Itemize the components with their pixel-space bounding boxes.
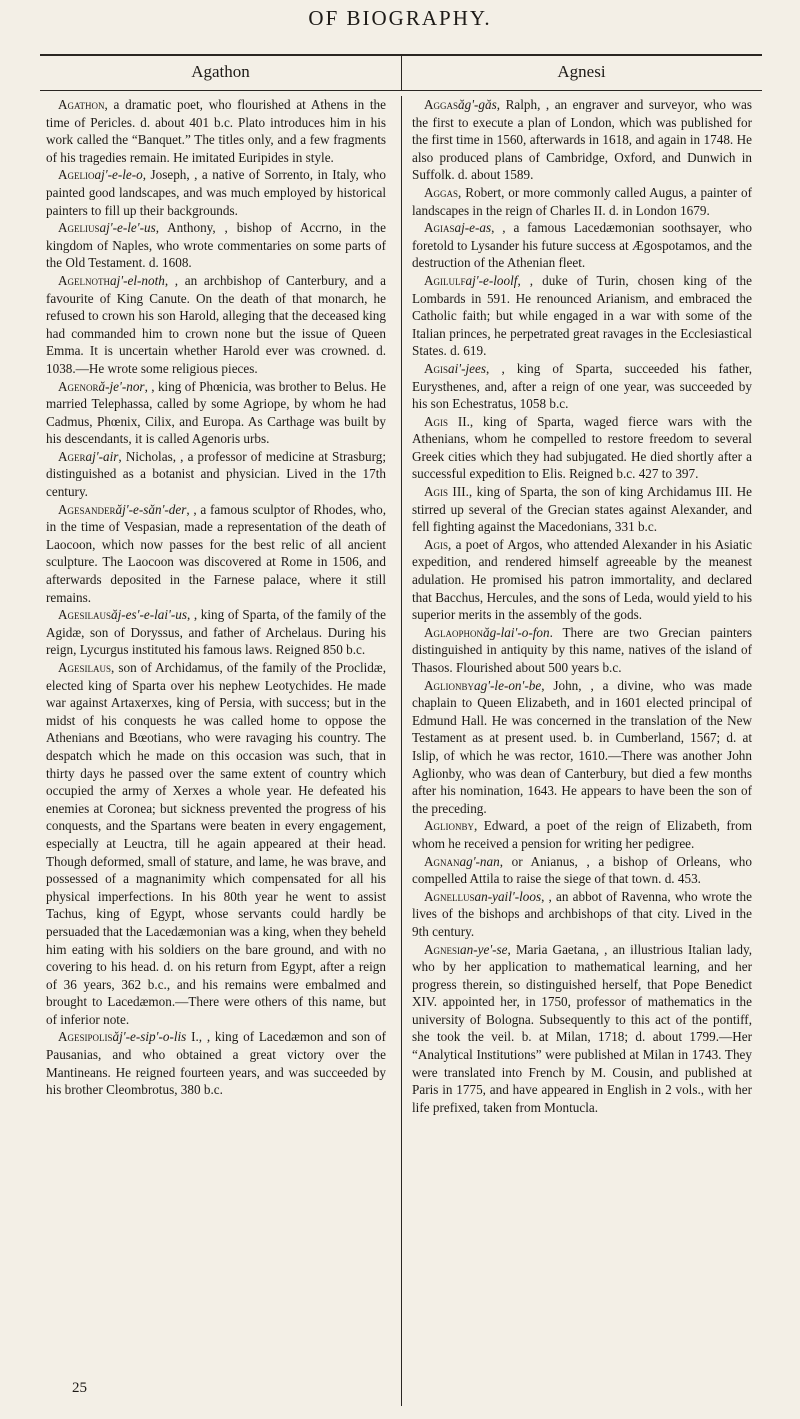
biography-entry — [46, 501, 386, 607]
entry-name: Agesander — [58, 501, 116, 517]
entry-pronunciation: ăg-lai'-o-fon — [483, 624, 550, 640]
biography-entry — [46, 96, 386, 166]
entry-text: , or Anianus, , a bishop of Orleans, who compelled Attila to raise the siege of that town. d. 453. — [412, 853, 752, 887]
biography-entry — [412, 96, 752, 184]
entry-text: , , king of Sparta, of the family of the Agidæ, son of Doryssus, and father of Archelaus. During his reign, Lycurgus instituted his famous laws. Reigned 850 b.c. — [46, 607, 386, 658]
biography-entry — [412, 360, 752, 413]
right-column — [412, 96, 752, 1371]
entry-name: Aglionby — [424, 818, 475, 834]
entry-name: Agelnoth — [58, 272, 111, 288]
biography-entry — [46, 272, 386, 378]
entry-text: , , duke of Turin, chosen king of the Lombards in 591. He renounced Arianism, and embraced the Catholic faith; but while engaged in a war with some of the Italian princes, he perpetrated great ravages in the Ecclesiastical States. d. 619. — [412, 272, 752, 359]
entry-text: , , a famous sculptor of Rhodes, who, in the time of Vespasian, made a representation of the death of Laocoon, which now passes for the best relic of all ancient sculpture. The Laocoon was discovered at Rome in 1506, and afterwards deposited in the Farnese palace, where it still remains. — [46, 501, 386, 605]
entry-text: , Maria Gaetana, , an illustrious Italian lady, who by her application to mathematical learning, and her progress therein, so distinguished herself, that Pope Benedict XIV. appointed her, in 1750, professor of mathematics in the university of Bologna. Subsequently to this act of the pontiff, she took the veil. b. at Milan, 1718; d. about 1799.—Her “Analytical Institutions” were published at Milan in 1743. They were translated into French by M. Cousin, and published at Paris in 1775, and have appeared in English in 2 vols., with her life prefixed, taken from Montucla. — [412, 941, 752, 1115]
entry-name: Agnan — [424, 853, 460, 869]
entry-name: Agelio — [58, 167, 95, 183]
entry-pronunciation: aj'-el-noth — [110, 272, 165, 288]
entry-pronunciation: ăj'-e-sip'-o-lis — [112, 1029, 187, 1045]
entry-pronunciation: an-ye'-se — [460, 941, 508, 957]
entry-text: , , king of Phœnicia, was brother to Belus. He married Telephassa, called by some Agriope, by whom he had Cadmus, Phœnix, Cilix, and Europa. As Carthage was built by his descendants, it is called Agenoris urbs. — [46, 378, 386, 447]
entry-pronunciation: aj-e-as — [454, 220, 492, 236]
entry-text: I., , king of Lacedæmon and son of Pausanias, and who obtained a great victory over the Mantineans. He reigned fourteen years, and was succeeded by his brother Cleombrotus, 380 b.c. — [46, 1029, 386, 1098]
entry-name: Aggas — [424, 184, 459, 200]
entry-text: , , king of Sparta, succeeded his father, Eurysthenes, and, after a reign of one year, was succeeded by his son Echestratus, 1058 b.c. — [412, 360, 752, 412]
entry-name: Agelius — [58, 220, 100, 236]
entry-text: , a poet of Argos, who attended Alexander in his Asiatic expedition, and rendered himself agreeable by the meanest adulation. He promised his patron immortality, and declared that Bacchus, Hercules, and the sons of Leda, would yield to his superior merits in the assembly of the gods. — [412, 536, 752, 623]
entry-text: . There are two Grecian painters distinguished in antiquity by this name, natives of the island of Thasos. Flourished about 500 years b.c. — [412, 624, 752, 675]
entry-text: , John, , a divine, who was made chaplain to Queen Elizabeth, and in 1601 elected principal of Edmund Hall. He was concerned in the translation of the New Testament as at present used. b. in Cumberland, 1567; d. at Islip, of which he was rector, 1610.—There was another John Aglionby, who was dean of Canterbury, but died a few months after his nomination, 1643. He appears to have been the son of the preceding. — [412, 677, 752, 816]
column-heads — [40, 54, 762, 91]
entry-name: Agnesi — [424, 941, 461, 957]
entry-pronunciation: ăj'-e-săn'-der — [115, 501, 187, 517]
entry-name: Agesilaus — [58, 607, 112, 623]
entry-pronunciation: aj'-e-le'-us — [99, 220, 156, 236]
entry-pronunciation: ai'-jees — [448, 360, 487, 376]
biography-entry — [412, 624, 752, 677]
biography-entry — [46, 448, 386, 501]
left-column — [46, 96, 386, 1371]
biography-entry — [412, 677, 752, 818]
biography-entry — [412, 888, 752, 941]
right-column-head: Agnesi — [557, 62, 606, 81]
entry-name: Agathon — [58, 97, 105, 112]
entry-pronunciation: aj'-air — [85, 448, 119, 464]
biography-entry — [412, 184, 752, 219]
entry-text: , a dramatic poet, who flourished at Athens in the time of Pericles. d. about 401 b.c. Plato introduces him in his work called the “Banquet.” The titles only, and a few fragments of his tragedies remain. He imitated Euripides in style. — [46, 97, 386, 165]
biography-entry — [412, 941, 752, 1117]
biography-entry — [46, 1028, 386, 1098]
column-rule — [401, 96, 402, 1406]
entry-name: Agesilaus — [58, 660, 112, 675]
entry-text: , , an abbot of Ravenna, who wrote the lives of the bishops and archbishops of that city. Lived in the 9th century. — [412, 888, 752, 939]
biography-entry — [412, 536, 752, 624]
entry-text: , Joseph, , a native of Sorrento, in Italy, who painted good landscapes, and was much employed by historical painters to fill up their backgrounds. — [46, 167, 386, 218]
entry-pronunciation: ă-je'-nor — [98, 378, 145, 394]
page-number: 25 — [72, 1380, 87, 1396]
entry-pronunciation: aj'-e-le-o — [94, 167, 143, 183]
entry-text: , Robert, or more commonly called Augus, a painter of landscapes in the reign of Charles II. d. in London 1679. — [412, 184, 752, 218]
biography-entry — [412, 853, 752, 888]
biography-entry — [412, 272, 752, 360]
entry-pronunciation: an-yail'-loos — [474, 888, 542, 904]
biography-entry — [46, 659, 386, 1028]
entry-text: , son of Archidamus, of the family of the Proclidæ, elected king of Sparta over his nephew Leotychides. He made war against Artaxerxes, king of Persia, with success; but in the midst of his conquests he was called home to oppose the Athenians and Bœotians, who were ravaging his country. The despatch which he made on this occasion was such, that in thirty days he passed over the same extent of country which occupied the army of Xerxes a whole year. He defeated his enemies at Coronea; but sickness prevented the progress of his conquests, and the Spartans were beaten in every engagement, especially at Leuctra, till he again appeared at their head. Though deformed, small of stature, and lame, he was brave, and possessed of a magnanimity which compensated for all his physical imperfections. In his 80th year he went to assist Tachus, king of Egypt, whose servants could hardly be persuaded that the Lacedæmonian was a king, when they beheld him eating with his soldiers on the bare ground, and with no covering to his head. d. on his return from Egypt, after a reign of 36 years, 362 b.c., and his remains were embalmed and brought to Lacedæmon.—There were others of this name, but of inferior note. — [46, 660, 386, 1027]
entry-name: Agenor — [58, 378, 99, 394]
biography-entry — [46, 606, 386, 659]
biography-entry — [46, 378, 386, 448]
entry-text: , Edward, a poet of the reign of Elizabeth, from whom he received a pension for writing her pedigree. — [412, 818, 752, 851]
entry-text: , , an archbishop of Canterbury, and a favourite of King Canute. On the death of that monarch, he refused to crown his son Harold, alleging that the deceased king had commanded him to crown none but the issue of Queen Emma. It is uncertain whether Harold ever was crowned. d. 1038.—He wrote some religious pieces. — [46, 272, 386, 376]
entry-text: , Anthony, , bishop of Accrno, in the kingdom of Naples, who wrote commentaries on some parts of the Old Testament. d. 1608. — [46, 220, 386, 271]
entry-name: Agis — [424, 360, 449, 376]
biography-entry — [46, 166, 386, 219]
biography-entry — [412, 817, 752, 852]
entry-name: Agias — [424, 220, 455, 236]
running-title: OF BIOGRAPHY. — [308, 6, 492, 30]
entry-text: , Ralph, , an engraver and surveyor, who was the first to execute a plan of London, which was published for the first time in 1560, afterwards in 1618, and again in 1748. He also produced plans of Cambridge, Oxford, and Dunwich in Suffolk. d. about 1589. — [412, 97, 752, 183]
biography-entry — [412, 413, 752, 483]
entry-name: Agis — [424, 413, 449, 429]
biography-entry — [46, 219, 386, 272]
entry-pronunciation: ag'-nan — [459, 853, 500, 869]
entry-name: Ager — [58, 448, 86, 464]
entry-name: Agnellus — [424, 888, 475, 904]
biography-entry — [412, 483, 752, 536]
entry-text: II., king of Sparta, waged fierce wars with the Athenians, whom he compelled to restore freedom to several Greek cities which they had subjugated. He died shortly after a successful expedition to Elis. Reigned b.c. 427 to 397. — [412, 413, 752, 482]
left-column-head: Agathon — [191, 62, 250, 81]
entry-name: Agilulf — [424, 272, 466, 288]
entry-name: Aglaophon — [424, 624, 484, 640]
entry-name: Aglionby — [424, 677, 475, 693]
entry-pronunciation: ăj-es'-e-lai'-us — [111, 607, 187, 623]
entry-text: III., king of Sparta, the son of king Archidamus III. He stirred up several of the Grecian states against Alexander, and fell fighting against the Macedonians, 331 b.c. — [412, 484, 752, 535]
entry-pronunciation: ăg'-găs — [458, 97, 497, 112]
entry-text: , , a famous Lacedæmonian soothsayer, who foretold to Lysander his future success at Ægospotamos, and the destruction of the Athenian fleet. — [412, 220, 752, 271]
entry-name: Aggas — [424, 97, 459, 112]
entry-name: Agis — [424, 536, 449, 552]
biography-entry — [412, 219, 752, 272]
entry-name: Agesipolis — [58, 1029, 113, 1045]
entry-pronunciation: ag'-le-on'-be — [474, 677, 542, 693]
entry-text: , Nicholas, , a professor of medicine at Strasburg; distinguished as a botanist and physician. Lived in the 17th century. — [46, 448, 386, 500]
entry-pronunciation: aj'-e-loolf — [465, 272, 518, 288]
entry-name: Agis — [424, 484, 449, 500]
